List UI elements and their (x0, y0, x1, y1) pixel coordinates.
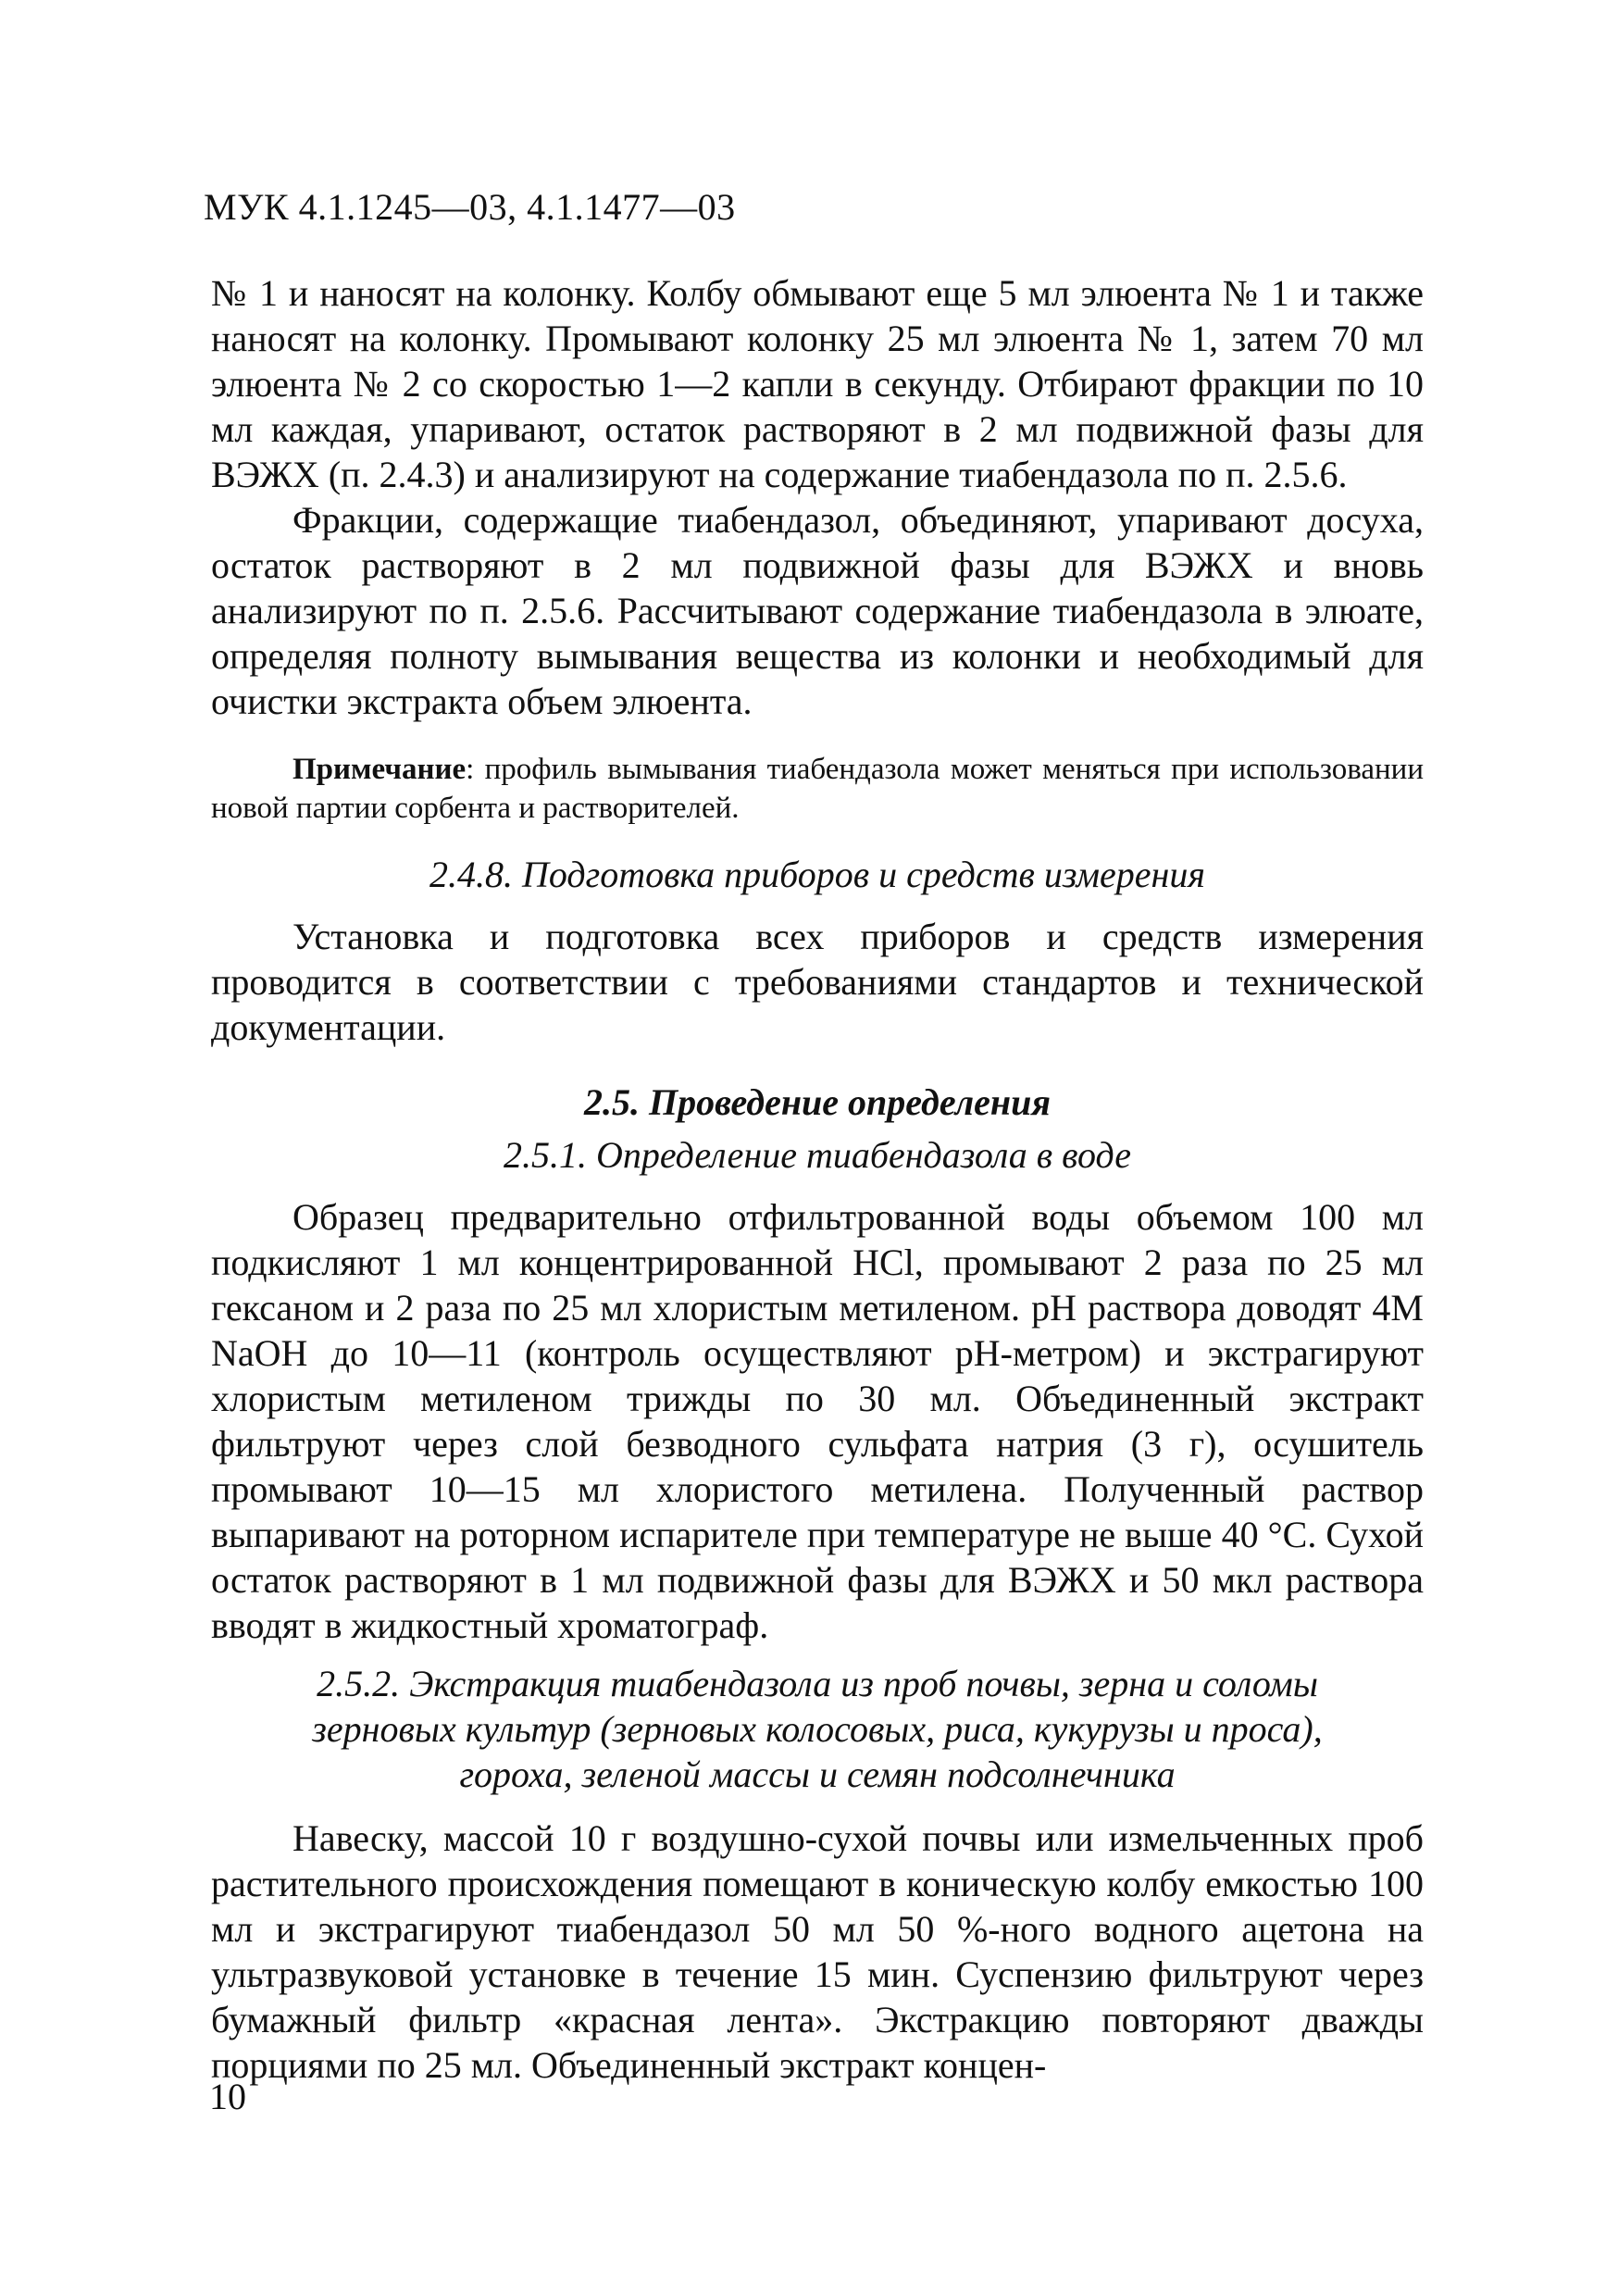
body-text (211, 270, 1424, 2088)
paragraph: Установка и подготовка всех приборов и средств измерения проводится в соответствии с требованиями стандартов и технической документации. (211, 916, 1424, 1048)
section-heading-2-4-8: 2.4.8. Подготовка приборов и средств измерения (429, 854, 1205, 895)
note-text: : профиль вымывания тиабендазола может меняться при использовании новой партии сорбента и растворителей. (211, 753, 1424, 825)
paragraph: № 1 и наносят на колонку. Колбу обмывают еще 5 мл элюента № 1 и также наносят на колонку. Промывают колонку 25 мл элюента № 1, затем 70 мл элюента № 2 со скоростью 1—2 капли в секунду. Отбирают фракции по 10 мл каждая, упаривают, остаток растворяют в 2 мл подвижной фазы для ВЭЖХ (п. 2.4.3) и анализируют на содержание тиабендазола по п. 2.5.6. (211, 272, 1424, 495)
paragraph: Образец предварительно отфильтрованной воды объемом 100 мл подкисляют 1 мл концентрированной HCl, промывают 2 раза по 25 мл гексаном и 2 раза по 25 мл хлористым метиленом. pH раствора доводят 4M NaOH до 10—11 (контроль осуществляют pH-метром) и экстрагируют хлористым метиленом трижды по 30 мл. Объединенный экстракт фильтруют через слой безводного сульфата натрия (3 г), осушитель промывают 10—15 мл хлористого метилена. Полученный раствор выпаривают на роторном испарителе при температуре не выше 40 °С. Сухой остаток растворяют в 1 мл подвижной фазы для ВЭЖХ и 50 мкл раствора вводят в жидкостный хроматограф. (211, 1196, 1424, 1646)
note-label: Примечание (292, 753, 467, 786)
heading-line: зерновых культур (зерновых колосовых, риса, кукурузы и проса), (312, 1708, 1323, 1750)
paragraph: Фракции, содержащие тиабендазол, объединяют, упаривают досуха, остаток растворяют в 2 мл подвижной фазы для ВЭЖХ и вновь анализируют по п. 2.5.6. Рассчитывают содержание тиабендазола в элюате, определяя полноту вымывания вещества из колонки и необходимый для очистки экстракта объем элюента. (211, 499, 1424, 722)
page-number: 10 (209, 2076, 246, 2117)
paragraph: Навеску, массой 10 г воздушно-сухой почвы или измельченных проб растительного происхождения помещают в коническую колбу емкостью 100 мл и экстрагируют тиабендазол 50 мл 50 %-ного водного ацетона на ультразвуковой установке в течение 15 мин. Суспензию фильтруют через бумажный фильтр «красная лента». Экстракцию повторяют дважды порциями по 25 мл. Объединенный экстракт концен- (211, 1817, 1424, 2086)
section-heading-2-5-1: 2.5.1. Определение тиабендазола в воде (504, 1134, 1131, 1176)
note (211, 750, 1424, 828)
section-heading-2-5-2 (211, 1661, 1424, 1797)
heading-line: 2.5.2. Экстракция тиабендазола из проб почвы, зерна и соломы (317, 1663, 1318, 1704)
section-heading-2-5: 2.5. Проведение определения (583, 1081, 1051, 1123)
running-header: МУК 4.1.1245—03, 4.1.1477—03 (204, 186, 736, 228)
heading-line: гороха, зеленой массы и семян подсолнечника (459, 1753, 1176, 1795)
